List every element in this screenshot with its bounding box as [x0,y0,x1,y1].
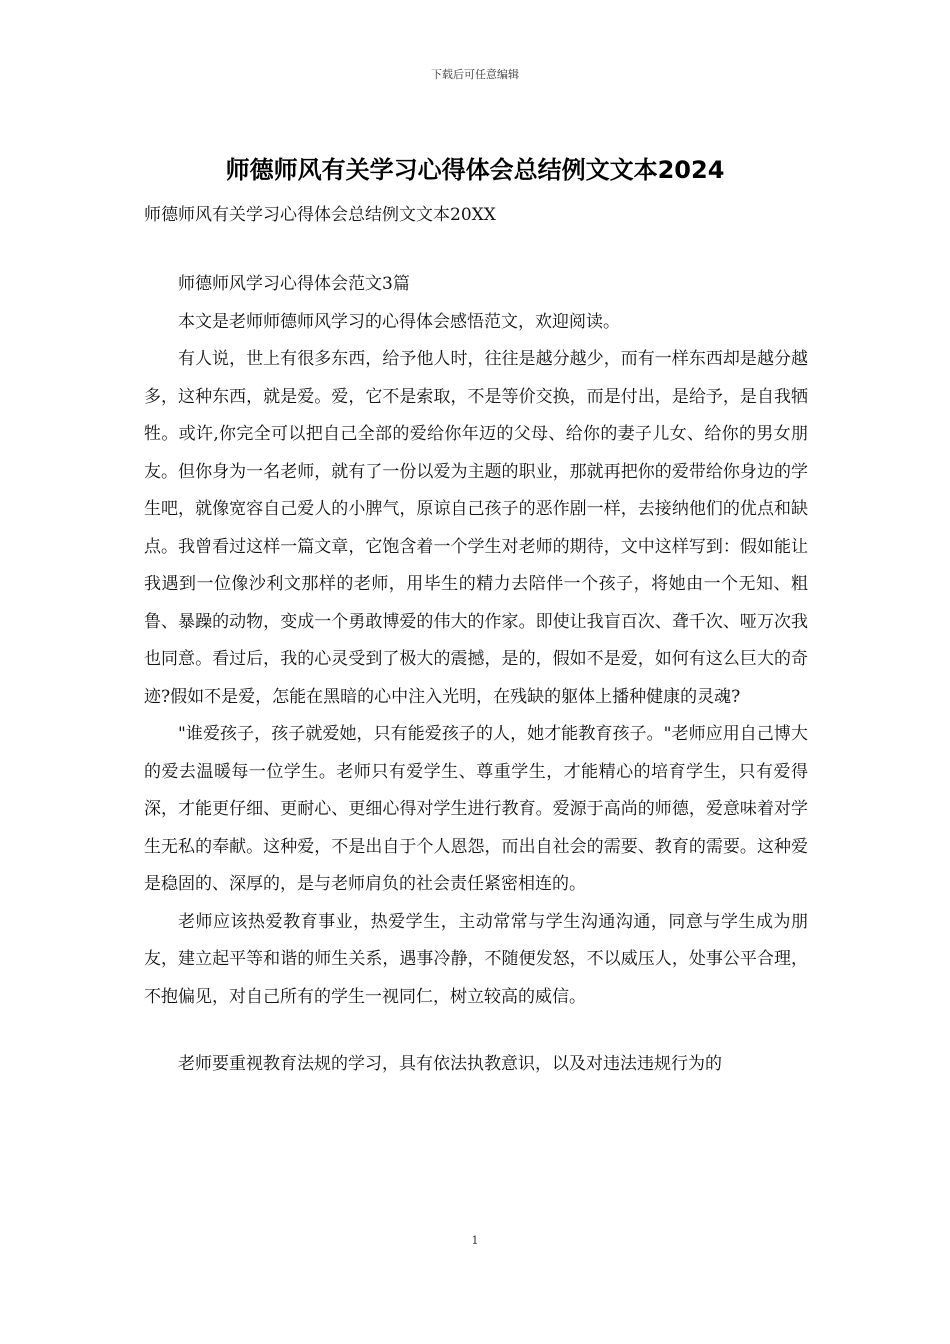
page-number: 1 [471,1234,479,1247]
document-title: 师德师风有关学习心得体会总结例文文本2024 [225,156,725,184]
document-subtitle: 师德师风有关学习心得体会总结例文文本20XX [144,205,496,225]
paragraph-quote: "谁爱孩子，孩子就爱她，只有能爱孩子的人，她才能教育孩子。"老师应用自己博大的爱去温暖每一位学生。老师只有爱学生、尊重学生，才能精心的培育学生，只有爱得深，才能更仔细、更耐心、更细心得对学生进行教育。爱源于高尚的师德，爱意味着对学生无私的奉献。这种爱，不是出自于个人恩怨，而出自社会的需要、教育的需要。这种爱是稳固的、深厚的，是与老师肩负的社会责任紧密相连的。 [144,724,808,894]
paragraph-intro: 本文是老师师德师风学习的心得体会感悟范文，欢迎阅读。 [178,311,620,332]
header-note: 下载后可任意编辑 [431,68,519,81]
document-body [144,266,808,1084]
paragraph-section-heading: 师德师风学习心得体会范文3篇 [178,274,410,294]
paragraph-teacher-duty: 老师应该热爱教育事业，热爱学生，主动常常与学生沟通沟通，同意与学生成为朋友，建立起平等和谐的师生关系，遇事冷静，不随便发怒，不以威压人，处事公平合理，不抱偏见，对自己所有的学生一视同仁，树立较高的威信。 [144,911,808,1007]
paragraph-love: 有人说，世上有很多东西，给予他人时，往往是越分越少，而有一样东西却是越分越多，这种东西，就是爱。爱，它不是索取，不是等价交换，而是付出，是给予，是自我牺牲。或许,你完全可以把自己全部的爱给你年迈的父母、给你的妻子儿女、给你的男女朋友。但你身为一名老师，就有了一份以爱为主题的职业，那就再把你的爱带给你身边的学生吧，就像宽容自己爱人的小脾气，原谅自己孩子的恶作剧一样，去接纳他们的优点和缺点。我曾看过这样一篇文章，它饱含着一个学生对老师的期待，文中这样写到：假如能让我遇到一位像沙利文那样的老师，用毕生的精力去陪伴一个孩子，将她由一个无知、粗鲁、暴躁的动物，变成一个勇敢博爱的伟大的作家。即使让我盲百次、聋千次、哑万次我也同意。看过后，我的心灵受到了极大的震撼，是的，假如不是爱，如何有这么巨大的奇迹?假如不是爱，怎能在黑暗的心中注入光明，在残缺的躯体上播种健康的灵魂? [144,349,808,707]
paragraph-law: 老师要重视教育法规的学习，具有依法执教意识，以及对违法违规行为的 [178,1054,722,1074]
